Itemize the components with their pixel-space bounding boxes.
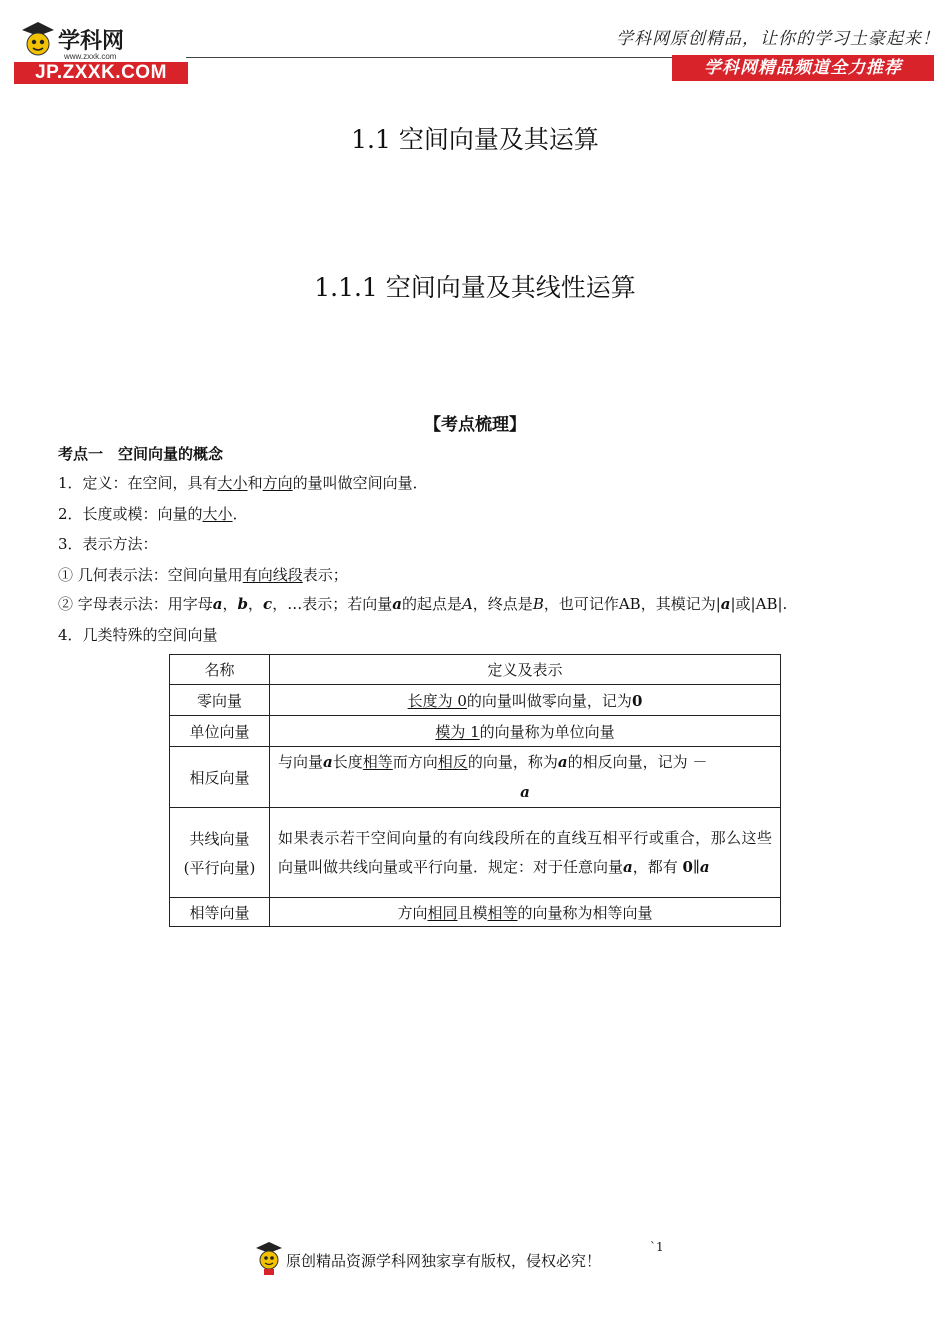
text: 表示； (302, 566, 348, 584)
row-name-line: 共线向量 (189, 829, 250, 848)
vector-symbol: a (623, 857, 633, 876)
underline-answer: 相等 (362, 753, 393, 771)
zero-vector-symbol: 0 (682, 857, 693, 876)
notation-line: 3．表示方法： (58, 535, 158, 553)
table-row (170, 685, 781, 716)
text: 2．长度或模：向量的 (58, 505, 203, 523)
text: ，都有 (632, 857, 678, 876)
header-name: 名称 (170, 655, 270, 685)
text: 的向量叫做零向量，记为 (466, 691, 632, 710)
site-url: www.zxxk.com (64, 52, 117, 61)
text: |或|AB|. (730, 595, 788, 613)
text: ． (232, 505, 248, 523)
special-vectors-line: 4．几类特殊的空间向量 (58, 626, 218, 644)
vector-symbol: b (237, 595, 249, 613)
site-logo[interactable] (14, 18, 194, 86)
zero-vector-symbol: 0 (631, 691, 643, 710)
header-slogan: 学科网原创精品，让你的学习土豪起来！ (616, 29, 940, 49)
page-title: 1.1 空间向量及其运算 (351, 125, 599, 154)
row-name: 相反向量 (170, 747, 270, 808)
row-definition (270, 898, 781, 927)
text: 的量叫做空间向量． (292, 474, 428, 492)
page-footer (254, 1240, 674, 1280)
text: ① 几何表示法：空间向量用 (58, 566, 243, 584)
special-vectors-table (169, 654, 781, 927)
underline-answer: 大小 (202, 505, 233, 523)
text: 的向量称为单位向量 (479, 722, 615, 741)
text: 而方向 (392, 753, 438, 771)
text: 的向量称为相等向量 (517, 903, 653, 922)
text: ， (248, 595, 264, 613)
table-row (170, 747, 781, 808)
text: 1．定义：在空间，具有 (58, 474, 218, 492)
underline-answer: 相等 (487, 903, 518, 922)
header-definition: 定义及表示 (270, 655, 781, 685)
row-name: 单位向量 (170, 716, 270, 747)
row-definition (270, 685, 781, 716)
mascot-icon (254, 1240, 284, 1276)
underline-answer: 大小 (217, 474, 248, 492)
copyright-notice: 原创精品资源学科网独家享有版权，侵权必究！ (286, 1252, 602, 1270)
table-row (170, 898, 781, 927)
text: ，也可记作AB，其模记为| (543, 595, 721, 613)
definition-line (58, 473, 428, 493)
vector-symbol: a (699, 857, 710, 876)
vector-symbol: a (392, 595, 402, 613)
row-name-line: (平行向量) (183, 858, 256, 877)
table-row (170, 716, 781, 747)
underline-answer: 有向线段 (242, 566, 303, 584)
row-definition (270, 808, 781, 898)
underline-answer: 方向 (262, 474, 293, 492)
row-definition (270, 747, 781, 808)
point-label: B (532, 595, 544, 613)
vector-symbol: c (263, 595, 273, 613)
text: 如果表示若干空间向量的有向线段所在的直线互相平行或重合，那么这些向量叫做共线向量或平行向量．规定：对于任意向量 (278, 828, 772, 876)
mascot-icon (18, 20, 58, 62)
header-divider (186, 57, 680, 58)
text: ， (222, 595, 238, 613)
geometric-notation-line (58, 565, 348, 585)
vector-symbol: a (557, 753, 568, 771)
point-label: A (461, 595, 473, 613)
text: ② 字母表示法：用字母 (58, 595, 213, 613)
vector-symbol: a (720, 595, 731, 613)
text: 方向 (397, 903, 428, 922)
row-name: 相等向量 (170, 898, 270, 927)
text: 的相反向量，记为 － (567, 753, 708, 771)
site-name: 学科网 (58, 29, 125, 54)
text: 且模 (457, 903, 488, 922)
underline-answer: 相同 (427, 903, 458, 922)
text: 与向量 (278, 753, 324, 771)
underline-answer: 相反 (437, 753, 468, 771)
row-definition (270, 716, 781, 747)
domain-banner: JP.ZXXK.COM (14, 62, 188, 84)
underline-answer: 长度为 0 (407, 691, 467, 710)
length-line (58, 504, 248, 524)
table-row (170, 808, 781, 898)
underline-answer: 模为 1 (435, 722, 480, 741)
text: ，…表示；若向量 (272, 595, 393, 613)
vector-symbol: a (212, 595, 223, 613)
text: 和 (247, 474, 263, 492)
text: ，终点是 (472, 595, 533, 613)
row-name: 零向量 (170, 685, 270, 716)
section-heading: 【考点梳理】 (424, 415, 526, 435)
text: 长度 (332, 753, 363, 771)
text: 的向量，称为 (467, 753, 558, 771)
letter-notation-line (58, 594, 787, 614)
section-title: 1.1.1 空间向量及其线性运算 (314, 273, 636, 302)
kaodian-heading: 考点一 空间向量的概念 (58, 445, 224, 463)
page-number: `1 (650, 1240, 664, 1254)
vector-symbol: a (323, 753, 333, 771)
parallel-symbol: ∥ (692, 857, 700, 876)
vector-symbol: a (520, 783, 530, 801)
channel-banner: 学科网精品频道全力推荐 (672, 55, 934, 81)
text: 的起点是 (401, 595, 462, 613)
table-header-row (170, 655, 781, 685)
row-name (170, 808, 270, 898)
